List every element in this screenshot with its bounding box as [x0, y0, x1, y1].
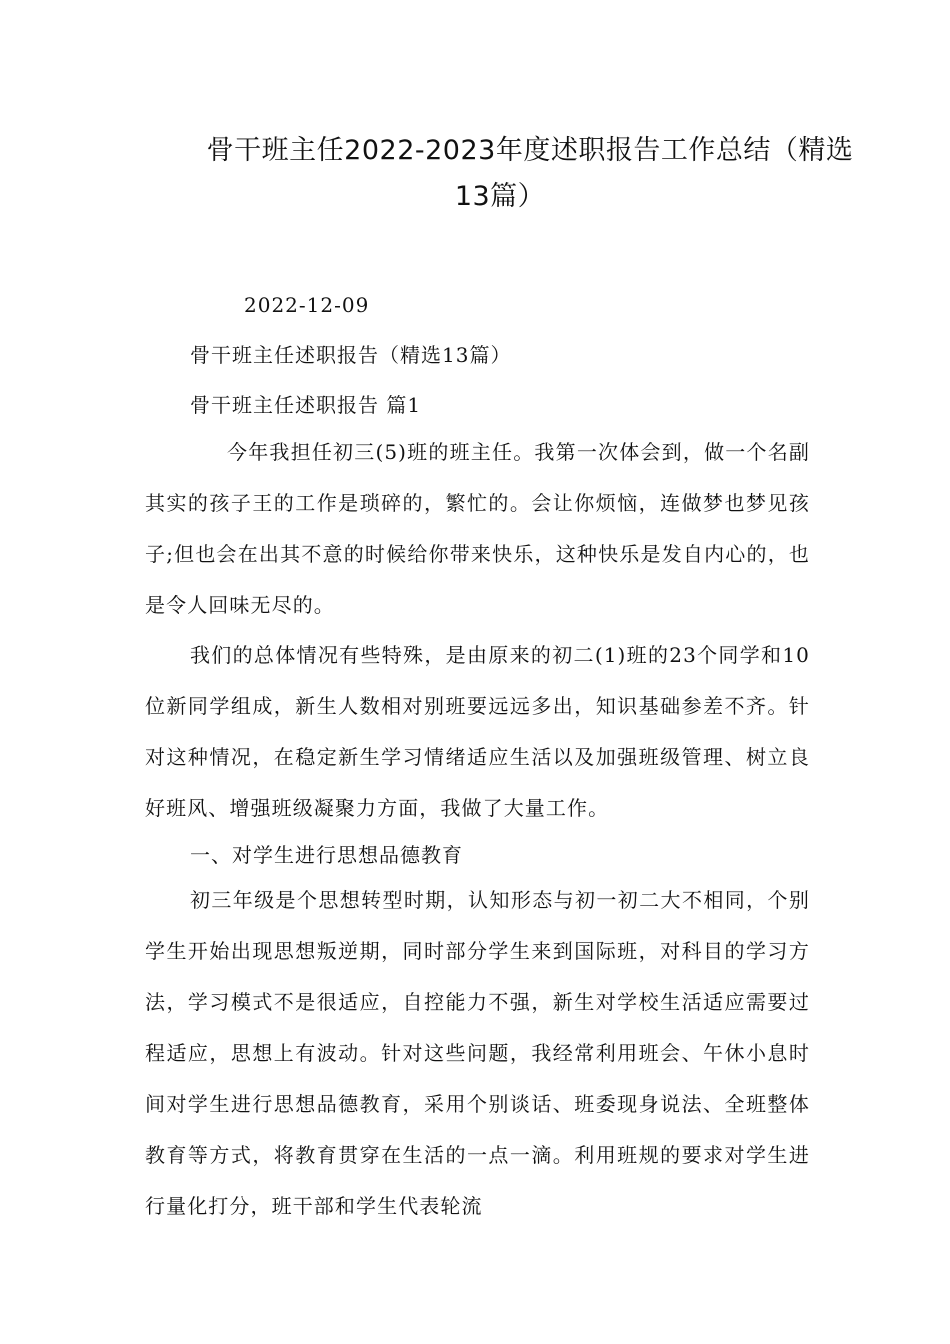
- section-title: 骨干班主任述职报告 篇1: [190, 393, 422, 417]
- document-date: 2022-12-09: [244, 293, 370, 317]
- paragraph-1: 今年我担任初三(5)班的班主任。我第一次体会到，做一个名副其实的孩子王的工作是琐碎的，繁忙的。会让你烦恼，连做梦也梦见孩子;但也会在出其不意的时候给你带来快乐，这种快乐是发自内心的，也是令人回味无尽的。: [145, 440, 811, 617]
- document-title: [140, 128, 860, 220]
- title-line-1: 骨干班主任2022-2023年度述职报告工作总结（精选: [206, 135, 854, 166]
- paragraph-2: 我们的总体情况有些特殊，是由原来的初二(1)班的23个同学和10位新同学组成，新生人数相对别班要远远多出，知识基础参差不齐。针对这种情况，在稳定新生学习情绪适应生活以及加强班级管理、树立良好班风、增强班级凝聚力方面，我做了大量工作。: [145, 643, 810, 820]
- heading-1: 一、对学生进行思想品德教育: [190, 843, 463, 867]
- document-subtitle: 骨干班主任述职报告（精选13篇）: [190, 343, 512, 367]
- paragraph-3: 初三年级是个思想转型时期，认知形态与初一初二大不相同，个别学生开始出现思想叛逆期，同时部分学生来到国际班，对科目的学习方法，学习模式不是很适应，自控能力不强，新生对学校生活适应需要过程适应，思想上有波动。针对这些问题，我经常利用班会、午休小息时间对学生进行思想品德教育，采用个别谈话、班委现身说法、全班整体教育等方式，将教育贯穿在生活的一点一滴。利用班规的要求对学生进行量化打分，班干部和学生代表轮流: [145, 888, 810, 1218]
- title-line-2: 13篇）: [454, 181, 546, 212]
